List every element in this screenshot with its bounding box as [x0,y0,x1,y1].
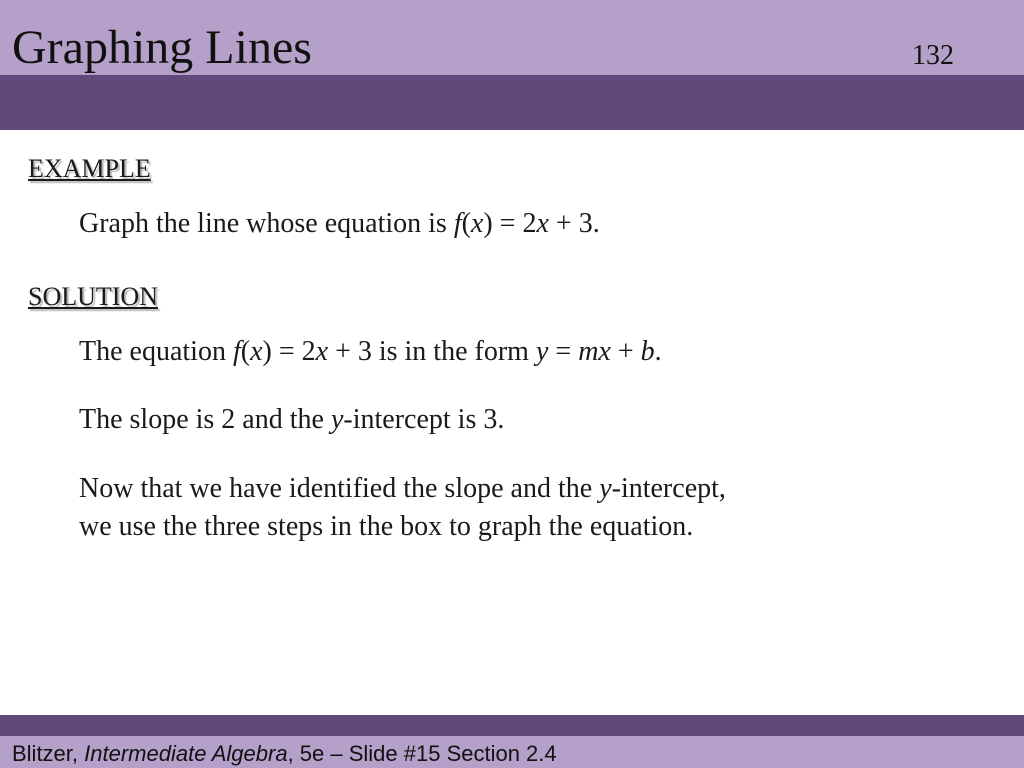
solution-paragraph-3-line-1: Now that we have identified the slope and the y-intercept, [79,473,726,504]
solution-heading: SOLUTION [28,282,158,311]
solution-paragraph-2: The slope is 2 and the y-intercept is 3. [79,404,505,435]
footer-band [0,715,1024,736]
footer-citation: Blitzer, Intermediate Algebra, 5e – Slide #15 Section 2.4 [12,741,557,766]
header-band [0,75,1024,130]
example-heading: EXAMPLE [28,154,151,183]
example-prompt: Graph the line whose equation is f(x) = 2x + 3. [79,208,600,239]
slide-number: 132 [912,40,954,71]
solution-paragraph-3-line-2: we use the three steps in the box to graph the equation. [79,511,694,542]
slide-title: Graphing Lines [12,21,312,74]
solution-paragraph-1: The equation f(x) = 2x + 3 is in the form y = mx + b. [79,336,662,367]
solution-paragraph-3 [79,470,726,546]
